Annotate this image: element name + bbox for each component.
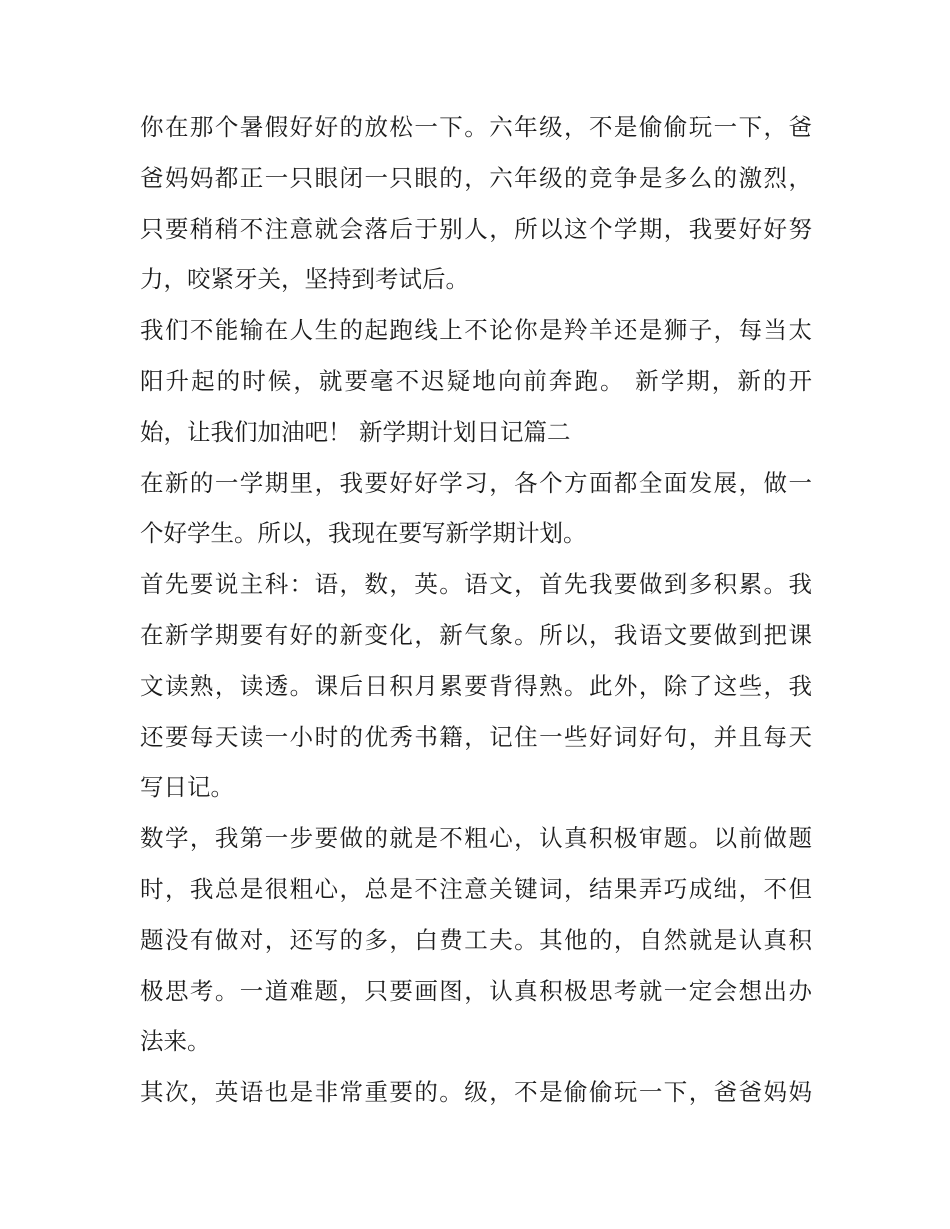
- paragraph: [140, 559, 812, 813]
- paragraph: [140, 458, 812, 560]
- paragraph: [140, 1067, 812, 1118]
- text-line: 我们不能输在人生的起跑线上不论你是羚羊还是狮子，每当太: [140, 316, 812, 345]
- document-body: [140, 102, 812, 1118]
- text-line: 只要稍稍不注意就会落后于别人，所以这个学期，我要好好努: [140, 214, 812, 243]
- text-line: 始，让我们加油吧！ 新学期计划日记篇二: [140, 417, 571, 446]
- text-line: 在新的一学期里，我要好好学习，各个方面都全面发展，做一: [140, 468, 812, 497]
- text-line: 你在那个暑假好好的放松一下。六年级，不是偷偷玩一下，爸: [140, 113, 812, 141]
- text-line: 阳升起的时候，就要毫不迟疑地向前奔跑。 新学期，新的开: [140, 366, 812, 395]
- paragraph: [140, 305, 812, 457]
- text-line: 还要每天读一小时的优秀书籍，记住一些好词好句，并且每天: [140, 722, 812, 751]
- paragraph: [140, 102, 812, 305]
- text-line: 数学，我第一步要做的就是不粗心，认真积极审题。以前做题: [140, 824, 812, 853]
- text-line: 极思考。一道难题，只要画图，认真积极思考就一定会想出办: [140, 976, 812, 1005]
- text-line: 其次，英语也是非常重要的。级，不是偷偷玩一下，爸爸妈妈: [140, 1078, 812, 1107]
- text-line: 时，我总是很粗心，总是不注意关键词，结果弄巧成绌，不但: [140, 874, 812, 903]
- paragraph: [140, 813, 812, 1067]
- text-line: 法来。: [140, 1027, 211, 1056]
- text-line: 首先要说主科：语，数，英。语文，首先我要做到多积累。我: [140, 570, 812, 599]
- text-line: 个好学生。所以，我现在要写新学期计划。: [140, 519, 587, 548]
- text-line: 写日记。: [140, 773, 234, 802]
- text-line: 在新学期要有好的新变化，新气象。所以，我语文要做到把课: [140, 620, 812, 649]
- text-line: 题没有做对，还写的多，白费工夫。其他的，自然就是认真积: [140, 925, 812, 954]
- text-line: 文读熟，读透。课后日积月累要背得熟。此外，除了这些，我: [140, 671, 812, 700]
- text-line: 力，咬紧牙关，坚持到考试后。: [140, 265, 469, 294]
- text-line: 爸妈妈都正一只眼闭一只眼的，六年级的竞争是多么的激烈，: [140, 163, 812, 192]
